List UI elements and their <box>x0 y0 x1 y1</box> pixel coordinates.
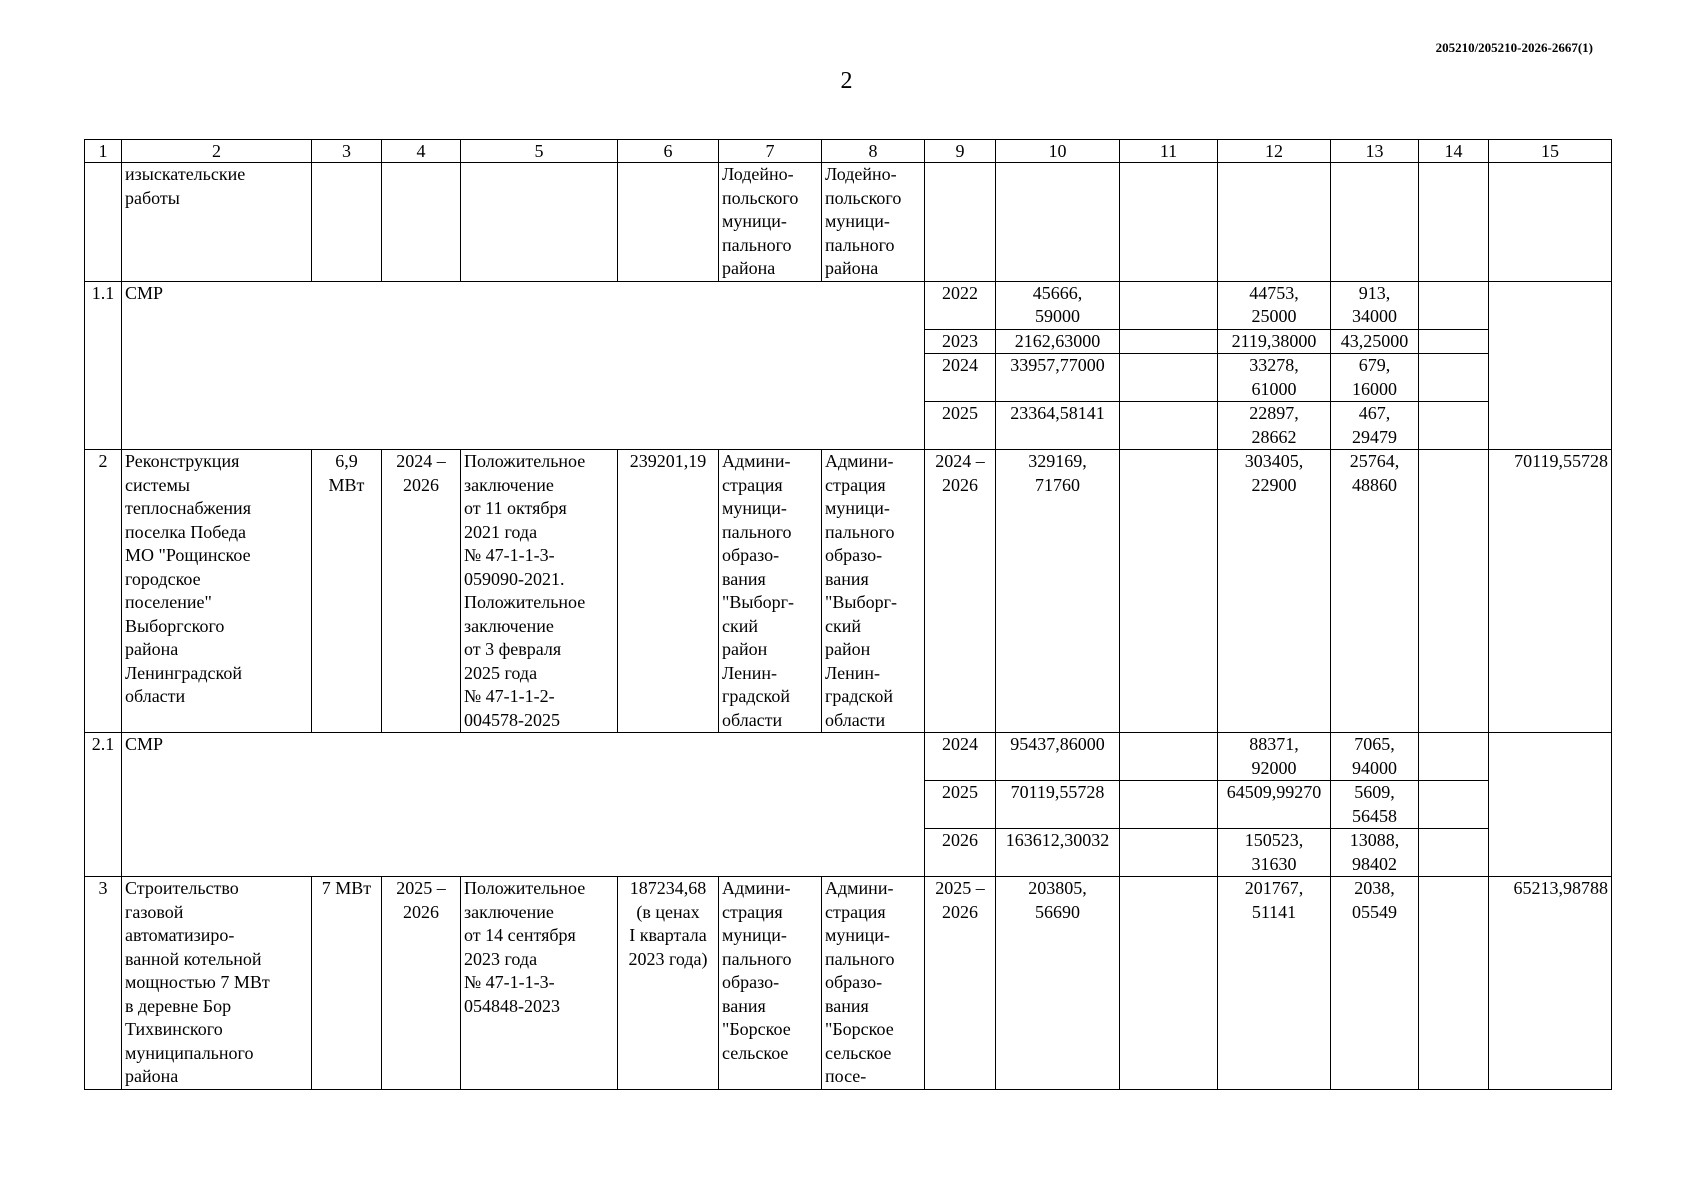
year-cell: 2024 – 2026 <box>925 450 996 733</box>
regional-budget-cell: 150523, 31630 <box>1218 829 1331 877</box>
col-header-3: 3 <box>312 140 382 163</box>
total-cell: 329169, 71760 <box>996 450 1120 733</box>
estimated-cost: 239201,19 <box>618 450 719 733</box>
object-name: Реконструкция системы теплоснабжения поселка Победа МО "Рощинское городское поселение" Выборгского района Ленинградской области <box>122 450 312 733</box>
local-budget-cell: 467, 29479 <box>1331 402 1419 450</box>
total-cell: 95437,86000 <box>996 733 1120 781</box>
regional-budget-cell: 22897, 28662 <box>1218 402 1331 450</box>
document-id: 205210/205210-2026-2667(1) <box>1435 40 1593 55</box>
col-header-11: 11 <box>1120 140 1218 163</box>
period-cell: 2025 – 2026 <box>382 877 461 1090</box>
regional-budget-cell: 44753, 25000 <box>1218 281 1331 329</box>
object-name: изыскательские работы <box>122 163 312 282</box>
developer-cell: Админи- страция муници- пального образо- вания "Выборг- ский район Ленин- градской области <box>822 450 925 733</box>
col-header-5: 5 <box>461 140 618 163</box>
remaining-cost: 65213,98788 <box>1489 877 1612 1090</box>
year-cell: 2022 <box>925 281 996 329</box>
regional-budget-cell: 303405, 22900 <box>1218 450 1331 733</box>
year-cell: 2025 <box>925 402 996 450</box>
power-cell: 6,9 МВт <box>312 450 382 733</box>
program-table <box>84 139 1612 1090</box>
period-cell: 2024 – 2026 <box>382 450 461 733</box>
estimated-cost: 187234,68 (в ценах I квартала 2023 года) <box>618 877 719 1090</box>
col-header-6: 6 <box>618 140 719 163</box>
table-row <box>85 163 1612 282</box>
local-budget-cell: 7065, 94000 <box>1331 733 1419 781</box>
row-number: 2.1 <box>85 733 122 877</box>
customer-cell: Админи- страция муници- пального образо- вания "Выборг- ский район Ленин- градской области <box>719 450 822 733</box>
year-cell: 2025 <box>925 781 996 829</box>
remaining-cost: 70119,55728 <box>1489 450 1612 733</box>
page-number: 2 <box>840 68 853 94</box>
regional-budget-cell: 33278, 61000 <box>1218 354 1331 402</box>
local-budget-cell: 913, 34000 <box>1331 281 1419 329</box>
expert-conclusion: Положительное заключение от 14 сентября 2023 года № 47-1-1-3- 054848-2023 <box>461 877 618 1090</box>
local-budget-cell: 25764, 48860 <box>1331 450 1419 733</box>
col-header-13: 13 <box>1331 140 1419 163</box>
total-cell: 33957,77000 <box>996 354 1120 402</box>
col-header-9: 9 <box>925 140 996 163</box>
col-header-4: 4 <box>382 140 461 163</box>
col-header-14: 14 <box>1419 140 1489 163</box>
total-cell: 23364,58141 <box>996 402 1120 450</box>
col-header-8: 8 <box>822 140 925 163</box>
local-budget-cell: 43,25000 <box>1331 329 1419 354</box>
customer-cell: Лодейно- польского муници- пального района <box>719 163 822 282</box>
row-number: 2 <box>85 450 122 733</box>
col-header-2: 2 <box>122 140 312 163</box>
developer-cell: Лодейно- польского муници- пального района <box>822 163 925 282</box>
total-cell: 45666, 59000 <box>996 281 1120 329</box>
col-header-15: 15 <box>1489 140 1612 163</box>
total-cell: 203805, 56690 <box>996 877 1120 1090</box>
year-cell: 2026 <box>925 829 996 877</box>
local-budget-cell: 13088, 98402 <box>1331 829 1419 877</box>
row-number: 1.1 <box>85 281 122 450</box>
col-header-7: 7 <box>719 140 822 163</box>
total-cell: 163612,30032 <box>996 829 1120 877</box>
regional-budget-cell: 201767, 51141 <box>1218 877 1331 1090</box>
col-header-12: 12 <box>1218 140 1331 163</box>
col-header-1: 1 <box>85 140 122 163</box>
year-cell: 2024 <box>925 733 996 781</box>
table-row <box>85 450 1612 733</box>
row-number: 3 <box>85 877 122 1090</box>
col-header-10: 10 <box>996 140 1120 163</box>
customer-cell: Админи- страция муници- пального образо- вания "Борское сельское <box>719 877 822 1090</box>
object-name: Строительство газовой автоматизиро- ванной котельной мощностью 7 МВт в деревне Бор Тихвинского муниципального района <box>122 877 312 1090</box>
expert-conclusion: Положительное заключение от 11 октября 2021 года № 47-1-1-3- 059090-2021. Положительное заключение от 3 февраля 2025 года № 47-1-1-2- 004578-2025 <box>461 450 618 733</box>
total-cell: 2162,63000 <box>996 329 1120 354</box>
column-number-row <box>85 140 1612 163</box>
local-budget-cell: 2038, 05549 <box>1331 877 1419 1090</box>
developer-cell: Админи- страция муници- пального образо- вания "Борское сельское посе- <box>822 877 925 1090</box>
regional-budget-cell: 64509,99270 <box>1218 781 1331 829</box>
power-cell: 7 МВт <box>312 877 382 1090</box>
year-cell: 2025 – 2026 <box>925 877 996 1090</box>
work-type: СМР <box>122 281 925 450</box>
table-row <box>85 877 1612 1090</box>
year-cell: 2024 <box>925 354 996 402</box>
local-budget-cell: 5609, 56458 <box>1331 781 1419 829</box>
regional-budget-cell: 2119,38000 <box>1218 329 1331 354</box>
total-cell: 70119,55728 <box>996 781 1120 829</box>
local-budget-cell: 679, 16000 <box>1331 354 1419 402</box>
year-cell: 2023 <box>925 329 996 354</box>
work-type: СМР <box>122 733 925 877</box>
regional-budget-cell: 88371, 92000 <box>1218 733 1331 781</box>
table-row <box>85 733 1612 781</box>
table-row <box>85 281 1612 329</box>
